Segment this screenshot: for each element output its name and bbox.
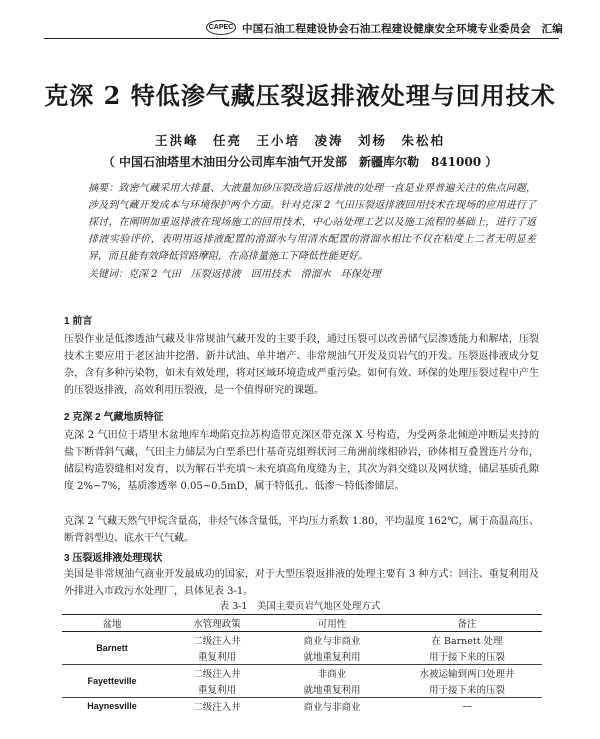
table-cell-availability: 就地重复利用 bbox=[272, 648, 392, 665]
table-cell-availability: 非商业 bbox=[317, 669, 347, 680]
paper-title: 克深 2 特低渗气藏压裂返排液处理与回用技术 bbox=[44, 81, 556, 110]
table-cell-policy: 二级注入井 bbox=[193, 636, 241, 647]
section-1-heading: 1 前言 bbox=[64, 316, 93, 327]
table-cell-note: — bbox=[462, 700, 472, 712]
abstract: 摘要：致密气藏采用大排量、大液量加砂压裂改造后返排液的处理一直是业界普遍关注的焦点问题，涉及到气藏开发成本与环境保护两个方面。针对克深 2 气田压裂返排液回用技术在现场的应用进行了探讨，在阐明加重返排液在现场施工的回用技术，中心站处理工艺以及施工流程的基础上，进行了返排液实验评价，表明用返排液配置的滑溜水与用清水配置的滑溜水相比不仅在粘度上二者无明显差异，而且能有效降低管路摩阻，在高排量施工下降低性能更好。 bbox=[88, 183, 536, 262]
association-logo: CAPEC bbox=[206, 20, 236, 35]
table-cell-note: 用于接下来的压裂 bbox=[392, 681, 542, 698]
section-2-paragraph-2: 克深 2 气藏天然气甲烷含量高，非烃气体含量低，平均压力系数 1.80，平均温度 162℃，属于高温高压、断背斜型边、底水干气气藏。 bbox=[64, 516, 539, 544]
table-cell-policy: 重复利用 bbox=[162, 648, 272, 665]
table-cell-policy: 二级注入井 bbox=[193, 669, 241, 680]
section-1-paragraph: 压裂作业是低渗透油气藏及非常规油气藏开发的主要手段，通过压裂可以改善储气层渗透能力和解堵，压裂技术主要应用于老区油井挖潜、新井试油、单井增产、非常规油气开发及页岩气的开发。压裂返排液成分复杂，含有多种污染物，如未有效处理，将对区域环境造成严重污染。如何有效、环保的处理压裂过程中产生的压裂返排液，高效利用压裂液，是一个值得研究的课题。 bbox=[64, 334, 539, 396]
table-cell-site: Barnett bbox=[62, 632, 162, 665]
table-header-basin: 盆地 bbox=[62, 615, 162, 632]
table-cell-availability: 就地重复利用 bbox=[272, 681, 392, 698]
table-row bbox=[62, 665, 542, 682]
table-cell-note: 水被运输到两口处理井 bbox=[419, 669, 515, 680]
table-cell-policy: 二级注入井 bbox=[193, 702, 241, 713]
table-cell-availability: 商业与非商业 bbox=[303, 636, 361, 647]
table-cell-site: Fayetteville bbox=[62, 665, 162, 698]
table-cell-availability: 商业与非商业 bbox=[303, 702, 361, 713]
table-header-note: 备注 bbox=[392, 615, 542, 632]
section-2-heading: 2 克深 2 气藏地质特征 bbox=[64, 412, 164, 423]
table-cell-note: 在 Barnett 处理 bbox=[431, 636, 503, 647]
section-3-paragraph: 美国是非常规油气商业开发最成功的国家，对于大型压裂返排液的处理主要有 3 种方式：回注、重复利用及外排进入市政污水处理厂，具体见表 3-1。 bbox=[64, 569, 539, 597]
table-caption: 表 3-1 美国主要页岩气地区处理方式 bbox=[219, 601, 381, 612]
table-header-policy: 水管理政策 bbox=[162, 615, 272, 632]
section-3-heading: 3 压裂返排液处理现状 bbox=[64, 553, 163, 564]
section-2-paragraph-1: 克深 2 气田位于塔里木盆地库车坳陷克拉苏构造带克深区带克深 X 号构造，为受两条北倾逆冲断层夹持的盐下断背斜气藏，气田主力储层为白垩系巴什基奇克组辫状河三角洲前缘相砂岩，砂体相互叠置连片分布，储层构造裂缝相对发育，以为解石半充填～未充填高角度缝为主，其次为斜交缝以及网状缝，储层基质孔隙度 2%~7%，基质渗透率 0.05~0.5mD，属于特低孔、低渗～特低渗储层。 bbox=[64, 430, 539, 492]
table-row bbox=[62, 632, 542, 649]
keywords: 关键词：克深 2 气田 压裂返排液 回用技术 滑溜水 环保处理 bbox=[88, 269, 381, 280]
table-cell-policy: 重复利用 bbox=[162, 681, 272, 698]
affiliation: （ 中国石油塔里木油田分公司库车油气开发部 新疆库尔勒 841000 ） bbox=[102, 155, 498, 169]
authors: 王洪峰 任亮 王小培 凌涛 刘杨 朱松柏 bbox=[154, 133, 445, 148]
header-text: 中国石油工程建设协会石油工程建设健康安全环境专业委员会 汇编 bbox=[242, 23, 563, 35]
shale-gas-table bbox=[62, 614, 542, 714]
running-header bbox=[44, 20, 563, 39]
table-cell-site: Haynesville bbox=[87, 701, 137, 711]
table-row bbox=[62, 698, 542, 715]
table-cell-note: 用于接下来的压裂 bbox=[392, 648, 542, 665]
table-header-availability: 可用性 bbox=[272, 615, 392, 632]
